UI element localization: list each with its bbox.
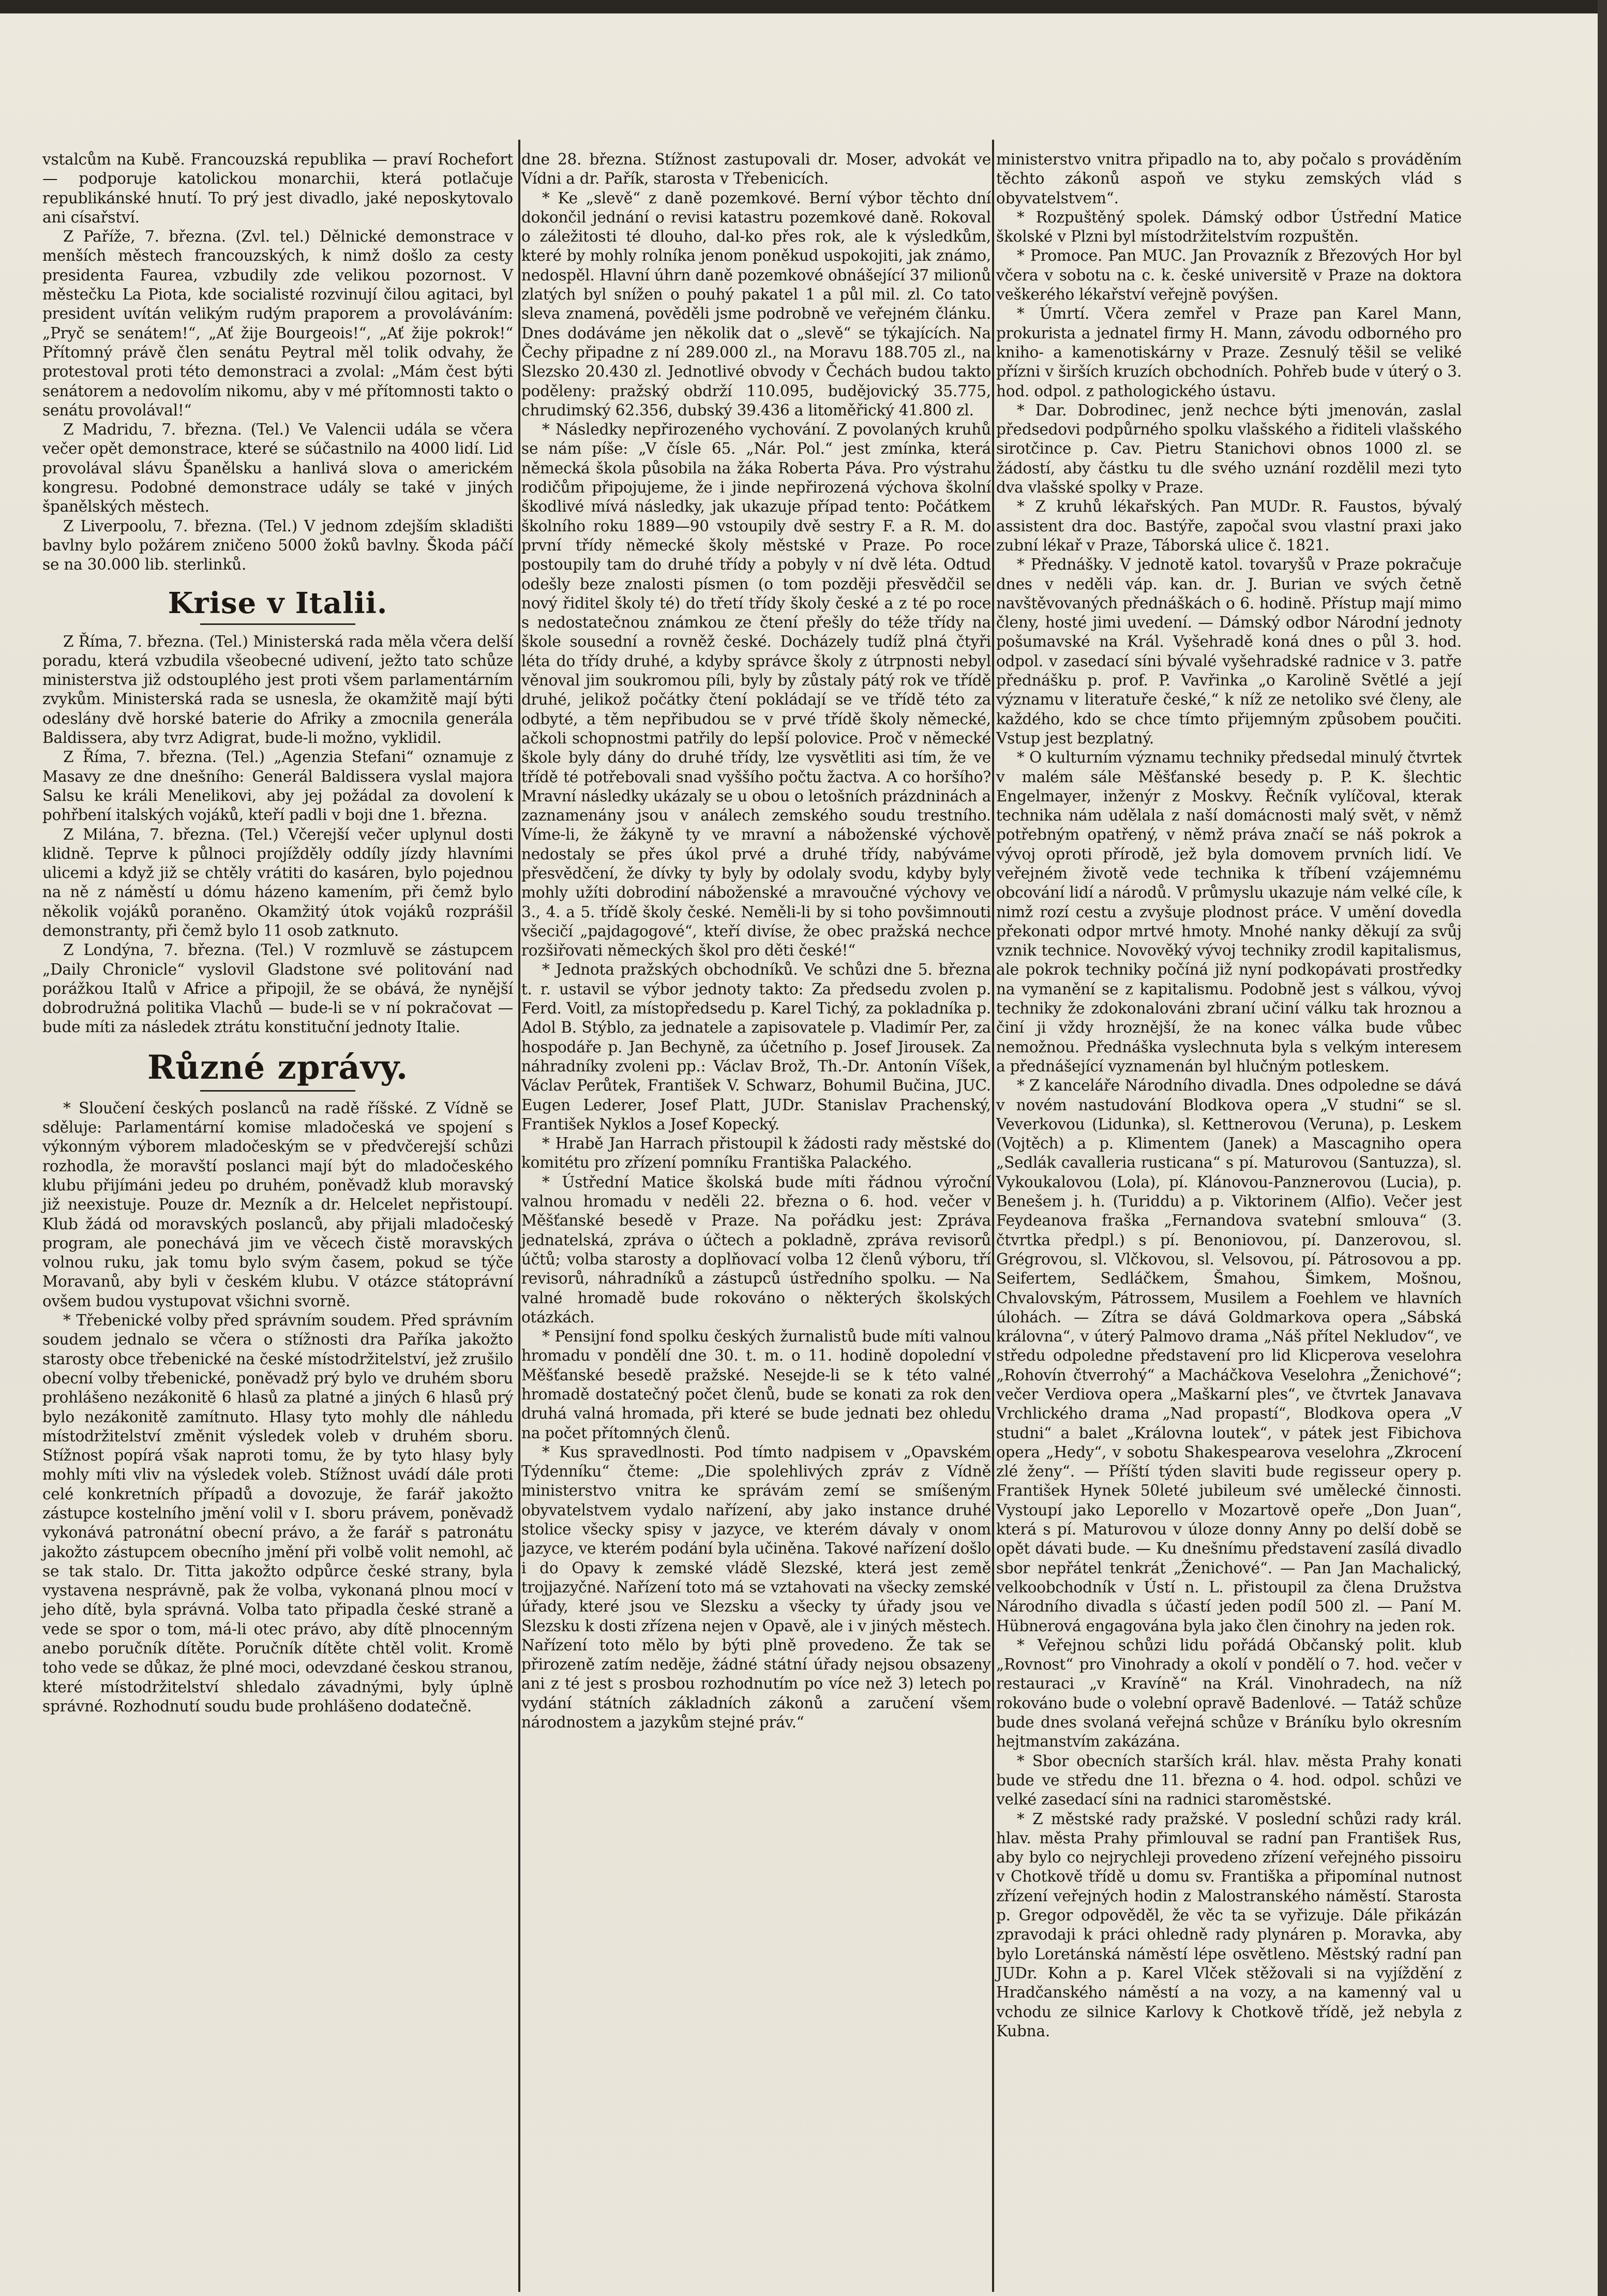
article-dar: * Dar. Dobrodinec, jenž nechce býti jmenován, zaslal předsedovi podpůrného spolku vlašského a řiditeli vlašského sirotčince p. Cav. Pietru Stanichovi obnos 1000 zl. se žádostí, aby částku tu dle svého uznání rozdělil mezi tyto dva vlašské spolky v Praze.	[996, 401, 1462, 497]
article-kus-spravedlnosti: * Kus spravedlnosti. Pod tímto nadpisem v „Opavském Týdenníku“ čteme: „Die spolehlivých zpráv z Vídně ministerstvo vnitra ke správám zemí se smíšeným obyvatelstvem vydalo nařízení, aby jako instance druhé stolice všecky spisy v jazyce, ve kterém dávaly v onom jazyce, ve kterém podání byla učiněna. Takové nařízení došlo i do Opavy k zemské vládě Slezské, která jest země trojjazyčné. Nařízení toto má se vztahovati na všecky zemské úřady, které jsou ve Slezsku a všecky ty úřady jsou ve Slezsku k dosti zřízena nejen v Opavě, ale i v jiných městech. Nařízení toto mělo by býti plně provedeno. Že tak se přirozeně zatím neděje, žádné státní úřady nejsou obsazeny ani z té jest s prosbou rozhodnutím po více než 3) letech po vydání státních základních zákonů a zaručení všem národnostem a jazykům stejné práv.“	[521, 1443, 991, 1732]
column-middle	[521, 150, 991, 1732]
article-rozpusteny: * Rozpuštěný spolek. Dámský odbor Ústřední Matice školské v Plzni byl místodržitelstvím rozpuštěn.	[996, 208, 1462, 246]
scan-border-right	[1598, 0, 1607, 2296]
article-umrti: * Úmrtí. Včera zemřel v Praze pan Karel Mann, prokurista a jednatel firmy H. Mann, závodu odborného pro kniho- a kamenotiskárny v Praze. Zesnulý těšil se veliké přízni v širších kruzích obchodních. Pohřeb bude v úterý o 3. hod. odpol. z pathologického ústavu.	[996, 305, 1462, 400]
section-rule	[200, 623, 355, 625]
article-promoce: * Promoce. Pan MUC. Jan Provazník z Březových Hor byl včera v sobotu na c. k. české universitě v Praze na doktora veškerého lékařství veřejně povýšen.	[996, 247, 1462, 304]
article-london: Z Londýna, 7. března. (Tel.) V rozmluvě se zástupcem „Daily Chronicle“ vyslovil Gladstone své politování nad porážkou Italů v Africe a připojil, že se obává, že nynější dobrodružná politika Vlachů — bude-li se v ní pokračovat — bude míti za následek ztrátu konstituční jednoty Italie.	[42, 941, 513, 1036]
article-divadlo: * Z kanceláře Národního divadla. Dnes odpoledne se dává v novém nastudování Blodkova opera „V studni“ se sl. Veverkovou (Lidunka), sl. Kettnerovou (Veruna), p. Leskem (Vojtěch) a p. Klimentem (Janek) a Mascagniho opera „Sedlák cavalleria rusticana“ s pí. Maturovou (Santuzza), sl. Vykoukalovou (Lola), pí. Klánovou-Panznerovou (Lucia), p. Benešem j. h. (Turiddu) a p. Viktorinem (Alfio). Večer jest Feydeanova fraška „Fernandova svatební smlouva“ (3. čtvrtka předpl.) s pí. Benoniovou, pí. Danzerovou, sl. Grégrovou, sl. Vlčkovou, sl. Velsovou, pí. Pátrosovou a pp. Seifertem, Sedláčkem, Šmahou, Šimkem, Mošnou, Chvalovským, Pátrossem, Musilem a Foehlem ve hlavních úlohách. — Zítra se dává Goldmarkova opera „Sábská královna“, v úterý Palmovo drama „Náš přítel Nekludov“, ve středu odpoledne představení pro lid Klicperova veselohra „Rohovín čtverrohý“ a Macháčkova Veselohra „Ženichové“; večer Verdiova opera „Maškarní ples“, ve čtvrtek Janavava Vrchlického drama „Nad propastí“, Blodkova opera „V studni“ a balet „Královna loutek“, v pátek jest Fibichova opera „Hedy“, v sobotu Shakespearova veselohra „Zkrocení zlé ženy“. — Příští týden slaviti bude regisseur opery p. František Hynek 50leté jubileum své umělecké činnosti. Vystoupí jako Leporello v Mozartově opeře „Don Juan“, která s pí. Maturovou v úloze donny Anny po delší době se opět dávati bude. — Ku dnešnímu představení zasílá divadlo sbor nepřátel tenkrát „Ženichové“. — Pan Jan Machalický, velkoobchodník v Ústí n. L. přistoupil za člena Družstva Národního divadla s účastí jeden podíl 500 zl. — Paní M. Hübnerová engagována byla jako člen činohry na jeden rok.	[996, 1077, 1462, 1635]
article-liverpool: Z Liverpoolu, 7. března. (Tel.) V jednom zdejším skladišti bavlny bylo požárem zničeno 5000 žoků bavlny. Škoda páčí se na 30.000 lib. sterlinků.	[42, 517, 513, 574]
column-right	[996, 150, 1462, 2041]
article-trebenicke: * Třebenické volby před správním soudem. Před správním soudem jednalo se včera o stížnosti dra Paříka jakožto starosty obce třebenické na české místodržitelství, jež zrušilo obecní volby třebenické, poněvadž prý bylo ve druhém sboru prohlášeno nezákonitě 6 hlasů za platné a jiných 6 hlasů prý bylo nezákonitě zamítnuto. Hlasy tyto mohly dle náhledu místodržitelství změnit výsledek voleb v druhém sboru. Stížnost popírá však naproti tomu, že by tyto hlasy byly mohly míti vliv na výsledek voleb. Stížnost uvádí dále proti celé konkretních případů a dovozuje, že farář jakožto zástupce kostelního jmění volil v I. sboru právem, poněvadž vykonává patronátní obecní právo, a že farář s patronátu jakožto zástupcem obecního jmění při volbě volit nemohl, ač se tak stalo. Dr. Titta jakožto odpůrce české strany, byla vystavena nesprávně, pak že volba, vykonaná plnou mocí v jeho dítě, byla správná. Volba tato připadla české straně a vede se spor o tom, má-li otec právo, aby dítě plnocenným anebo poručník dítěte. Poručník dítěte chtěl volit. Kromě toho vede se důkaz, že plné moci, odevzdané českou stranou, které místodržitelství shledalo závadnými, byly úplně správné. Rozhodnutí soudu bude prohlášeno dodatečně.	[42, 1311, 513, 1715]
column-rule-1	[518, 140, 520, 2292]
article-sbor: * Sbor obecních starších král. hlav. města Prahy konati bude ve středu dne 11. března o 4. hod. odpol. schůzi ve velké zasedací síni na radnici staroměstské.	[996, 1752, 1462, 1809]
article-madrid: Z Madridu, 7. března. (Tel.) Ve Valencii udála se včera večer opět demonstrace, které se súčastnilo na 4000 lidí. Lid provolával slávu Španělsku a hanlivá slova o americkém kongresu. Podobné demonstrace udály se také v jiných španělských městech.	[42, 421, 513, 516]
article-lekari: * Z kruhů lékařských. Pan MUDr. R. Faustos, bývalý assistent dra doc. Bastýře, započal svou vlastní praxi jako zubní lékař v Praze, Táborská ulice č. 1821.	[996, 498, 1462, 554]
article-paris: Z Paříže, 7. března. (Zvl. tel.) Dělnické demonstrace v menších městech francouzských, k nimž došlo za cesty presidenta Faurea, vzbudily zde velikou pozornost. V městečku La Piota, kde socialisté rozvinují čilou agitaci, byl president uvítán velikým rudým praporem a provoláváním: „Pryč se senátem!“, „Ať žije Bourgeois!“, „Ať žije pokrok!“ Přítomný právě člen senátu Peytral měl tolik odvahy, že protestoval proti této demonstraci a zvolal: „Mám čest býti senátorem a nedovolím nikomu, aby v mé přítomnosti takto o senátu provolával!“	[42, 228, 513, 419]
article-vychovani: * Následky nepřirozeného vychování. Z povolaných kruhů se nám píše: „V čísle 65. „Nár. Pol.“ jest zmínka, která německá škola působila na žáka Roberta Páva. Pro výstrahu rodičům připojujeme, že i jinde nepřirozená výchova školní škodlivé mívá následky, jak ukazuje případ tento: Počátkem školního roku 1889—90 vstoupily dvě sestry F. a R. M. do první třídy německé školy městské v Praze. Po roce postoupily tam do druhé třídy a pobyly v ní dvě léta. Odtud odešly beze znalosti písmen (o tom později přesvědčil se nový řiditel školy té) do třetí třídy školy české a z té po roce s nedostatečnou známkou ze čtení přešly do téže třídy na škole sousední a rovněž české. Docházely tudíž plná čtyři léta do třídy druhé, a kdyby správce školy z útrpnosti nebyl věnoval jim soukromou píli, byly by zůstaly pátý rok ve třídě druhé, jelikož počátky čtení pokládají se ve třídě této za odbyté, a těm nepřibudou se v prvé třídě školy německé, ačkoli schopnostmi patřily do lepší polovice. Proč v německé škole byly dány do druhé třídy, lze vysvětliti asi tím, že ve třídě té potřebovali snad vyššího počtu žactva. A co horšího? Mravní následky ukázaly se u obou o letošních prázdninách a zaznamenány jsou v análech zemského soudu trestního. Víme-li, že žákyně ty ve mravní a náboženské výchově nedostaly se přes úkol prvé a druhé třídy, nabýváme přesvědčení, že dívky ty byly by odolaly svodu, kdyby byly mohly užíti dobrodiní náboženské a mravoučné výchovy ve 3., 4. a 5. třídě školy české. Neměli-li by si toho povšimnouti všecičí „pajdagogové“, kteří divíse, že obec pražská nechce rozšiřovati německých škol pro děti české!“	[521, 421, 991, 960]
article-slouceni: * Sloučení českých poslanců na radě říšské. Z Vídně se sděluje: Parlamentární komise mladočeská ve spojení s výkonným výborem mladočeským se v předvčerejší schůzi rozhodla, že moravští poslanci mají být do mladočeského klubu přijímáni jedeu po druhém, poněvadž klub moravský již neexistuje. Pouze dr. Mezník a dr. Helcelet nepřistoupí. Klub žádá od moravských poslanců, aby přijali mladočeský program, ale ponechává jim ve věcech čistě moravských volnou ruku, jak tomu bylo svým časem, pokud se týče Moravanů, aby byli v českém klubu. V otázce státoprávní ovšem budou vystupovat všichni svorně.	[42, 1099, 513, 1310]
article-milan: Z Milána, 7. března. (Tel.) Včerejší večer uplynul dosti klidně. Teprve k půlnoci projížděly oddíly jízdy hlavními ulicemi a když již se chtěly vrátiti do kasáren, bylo pojednou na ně z náměstí u dómu házeno kamením, při čemž bylo několik vojáků poraněno. Okamžitý útok vojáků rozprášil demonstranty, při čemž bylo 11 osob zatknuto.	[42, 825, 513, 940]
article-continuation: dne 28. března. Stížnost zastupovali dr. Moser, advokát ve Vídni a dr. Pařík, starosta v Třebenicích.	[521, 151, 991, 188]
section-title-ruzne: Různé zprávy.	[147, 1048, 409, 1087]
article-technika: * O kulturním významu techniky předsedal minulý čtvrtek v malém sále Měšťanské besedy p. P. K. šlechtic Engelmayer, inženýr z Moskvy. Řečník vylíčoval, kterak technika nám udělala z naší domácnosti malý svět, v němž potřebným opatřený, v němž práva značí se náš pokrok a vývoj oproti přírodě, jež byla domovem prvních lidí. Ve veřejném životě vede technika k tříbení vzájemnému obcování lidí a národů. V průmyslu ukazuje nám velké cíle, k nimž rozí cestu a zvyšuje plodnost práce. V umění dovedla překonati odpor mrtvé hmoty. Mnohé nanky děkují za svůj vznik technice. Novověký vývoj techniky zrodil kapitalismus, ale pokrok techniky počíná již nyní podkopávati prostředky na vymanění se z kapitalismu. Podobně jest s válkou, vývoj techniky že zdokonalováni zbraní učiní válku tak hroznou a činí ji vždy hroznější, že na konec válka bude vůbec nemožnou. Přednáška vyslechnuta byla s velkým interesem a přednášející vyznamenán byl hlučným potleskem.	[996, 749, 1462, 1075]
article-rim-1: Z Říma, 7. března. (Tel.) Ministerská rada měla včera delší poradu, která vzbudila všeobecné udivení, ježto tato schůze ministerstva již odstouplého jest proti všem parlamentárním zvykům. Ministerská rada se usnesla, že okamžitě mají býti odeslány dvě horské baterie do Afriky a zmocnila generála Baldissera, aby tvrz Adigrat, bude-li možno, vyklidil.	[42, 632, 513, 747]
article-rim-2: Z Říma, 7. března. (Tel.) „Agenzia Stefani“ oznamuje z Masavy ze dne dnešního: Generál Baldissera vyslal majora Salsu ke králi Menelikovi, aby jej požádal za dovolení k pohřbení italských vojáků, kteří padli v boji dne 1. března.	[42, 748, 513, 824]
article-sleva: * Ke „slevě“ z daně pozemkové. Berní výbor těchto dní dokončil jednání o revisi katastru pozemkové daně. Rokoval o záležitosti té dlouho, dal-ko přes rok, ale k výsledkům, které by mohly rolníka jenom poněkud uspokojiti, jak známo, nedospěl. Hlavní úhrn daně pozemkové obnášející 37 milionů zlatých byl snížen o pouhý pakatel 1 a půl mil. zl. Co tato sleva znamená, pověděli jsme podrobně ve veřejném článku. Dnes dodáváme jen několik dat o „slevě“ se týkajících. Na Čechy připadne z ní 289.000 zl., na Moravu 188.705 zl., na Slezsko 20.430 zl. Jednotlivé obvody v Čechách budou takto poděleny: pražský obdrží 110.095, budějovický 35.775, chrudimský 62.356, dubský 39.436 a litoměřický 41.800 zl.	[521, 189, 991, 419]
article-continuation: ministerstvo vnitra připadlo na to, aby počalo s prováděním těchto zákonů aspoň ve styku zemských vlád s obyvatelstvem“.	[996, 151, 1462, 207]
scan-border-top	[0, 0, 1607, 13]
article-mestska-rada: * Z městské rady pražské. V poslední schůzi rady král. hlav. města Prahy přimlouval se radní pan František Rus, aby bylo co nejrychleji provedeno zřízení veřejného pissoiru v Chotkově třídě u domu sv. Františka a připomínal nutnost zřízení veřejných hodin z Malostranského náměstí. Starosta p. Gregor odpověděl, že věc ta se vyřizuje. Dále přikázán zpravodaji k práci ohledně rady plynáren p. Moravka, aby bylo Loretánská náměstí lépe osvětleno. Městský radní pan JUDr. Kohn a p. Karel Vlček stěžovali si na vyjíždění z Hradčanského náměstí a na vozy, a na kamenný val u vchodu ze silnice Karlovy k Chotkově třídě, jež nebyla z Kubna.	[996, 1810, 1462, 2040]
article-continuation: vstalcům na Kubě. Francouzská republika — praví Rochefort — podporuje katolickou monarchii, která potlačuje republikánské hnutí. To prý jest divadlo, jaké neposkytovalo ani císařství.	[42, 151, 513, 226]
section-rule	[200, 1090, 355, 1092]
article-pensijni: * Pensijní fond spolku českých žurnalistů bude míti valnou hromadu v pondělí dne 30. t. m. o 11. hodině dopolední v Měšťanské besedě pražské. Nesejde-li se k této valné hromadě dostatečný počet členů, bude se konati za rok den druhá valná hromada, při které se bude jednati bez ohledu na počet přítomných členů.	[521, 1328, 991, 1442]
section-title-krise: Krise v Italii.	[168, 586, 388, 620]
column-left	[42, 150, 513, 1716]
article-prednasky: * Přednášky. V jednotě katol. tovaryšů v Praze pokračuje dnes v neděli váp. kan. dr. J. Burian ve svých četně navštěvovaných přednáškách o 6. hodině. Přístup mají mimo členy, hosté jimi uvedení. — Dámský odbor Národní jednoty pošumavské na Král. Vyšehradě koná dnes o půl 3. hod. odpol. v zasedací síni bývalé vyšehradské radnice v 3. patře přednášku p. prof. P. Vavřinka „o Karolině Světlé a její významu v literatuře české,“ k níž ze netoliko své členy, ale každého, kdo se chce tímto přijemným způsobem poučiti. Vstup jest bezplatný.	[996, 556, 1462, 747]
article-verejna-schuze: * Veřejnou schůzi lidu pořádá Občanský polit. klub „Rovnost“ pro Vinohrady a okolí v pondělí o 7. hod. večer v restauraci „v Kravíně“ na Král. Vinohradech, na níž rokováno bude o volební opravě Badenlové. — Tatáž schůze bude dnes svolaná veřejná schůze v Bráníku bylo okresním hejtmanstvím zakázána.	[996, 1636, 1462, 1751]
article-harrach: * Hrabě Jan Harrach přistoupil k žádosti rady městské do komitétu pro zřízení pomníku Františka Palackého.	[521, 1135, 991, 1172]
article-matice: * Ústřední Matice školská bude míti řádnou výroční valnou hromadu v neděli 22. března o 6. hod. večer v Měšťanské besedě v Praze. Na pořádku jest: Zpráva jednatelská, zpráva o účtech a pokladně, zpráva revisorů účtů; volba starosty a doplňovací volba 12 členů výboru, tří revisorů, náhradníků a zástupců ústředního spolku. — Na valné hromadě bude rokováno o některých školských otázkách.	[521, 1173, 991, 1326]
column-rule-2	[992, 140, 994, 2292]
article-jednota: * Jednota pražských obchodníků. Ve schůzi dne 5. března t. r. ustavil se výbor jednoty takto: Za předsedu zvolen p. Ferd. Voitl, za místopředsedu p. Karel Tichý, za pokladníka p. Adol B. Stýblo, za jednatele a zapisovatele p. Vladimír Per, za hospodáře p. Jan Bechyně, za účetního p. Josef Jirousek. Za náhradníky zvoleni pp.: Václav Brož, Th.-Dr. Antonín Víšek, Václav Perůtek, František V. Schwarz, Bohumil Bučina, JUC. Eugen Lederer, Josef Platt, JUDr. Stanislav Prachenský, František Nyklos a Josef Kopecký.	[521, 961, 991, 1133]
